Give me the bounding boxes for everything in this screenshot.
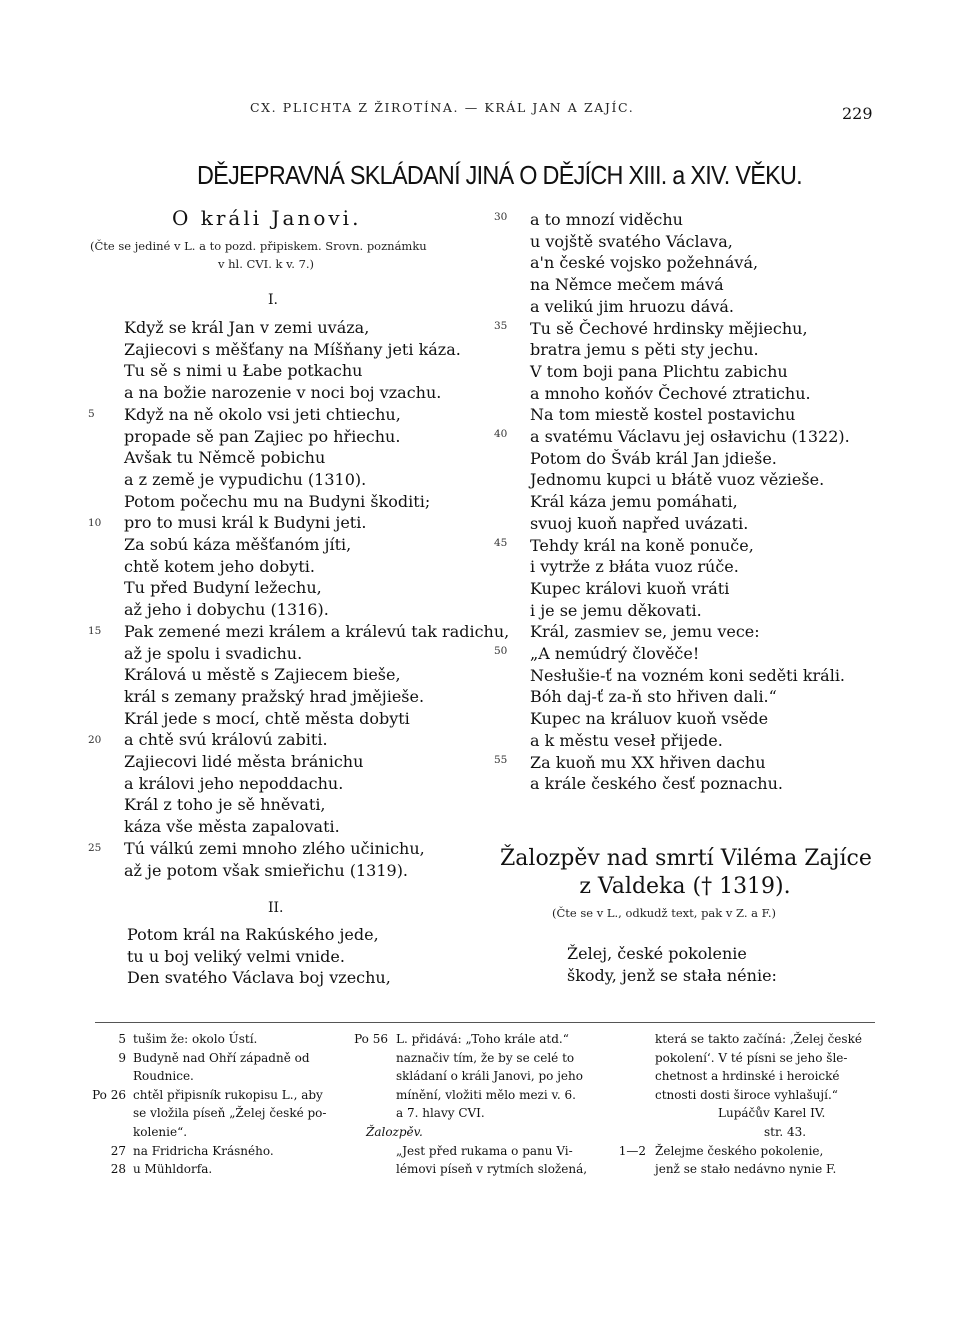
verse-line: a chtě svú královú zabiti.: [124, 730, 328, 750]
line-number: 50: [494, 645, 508, 657]
verse-line: Král káza jemu pomáhati,: [530, 492, 738, 512]
footnote-text: Lupáčův Karel IV.: [718, 1106, 826, 1121]
verse-line: Kupec královi kuoň vráti: [530, 578, 730, 598]
line-number: 40: [494, 428, 508, 440]
verse-line: a královi jeho nepoddachu.: [124, 773, 344, 793]
verse-line: Potom král na Rakúského jede,: [127, 925, 379, 944]
footnote-text: pokolení‘. V té písni se jeho šle-: [655, 1050, 848, 1065]
footnote-rule: [95, 1022, 875, 1023]
verse-line: až je potom však smieřichu (1319).: [124, 860, 409, 880]
verse-line: svuoj kuoň napřed uvázati.: [530, 513, 749, 533]
footnote-number: 27: [110, 1143, 126, 1158]
footnote-text: na Fridricha Krásného.: [133, 1143, 274, 1158]
verse-line: Králová u městě s Zajiecem bieše,: [124, 665, 401, 685]
verse-line: Za sobú káza měšťanóm jíti,: [124, 535, 352, 554]
footnote-text: lémovi píseň v rytmích složená,: [396, 1162, 588, 1177]
footnote-text: „Jest před rukama o panu Vi-: [396, 1143, 573, 1158]
verse-line: u vojště svatého Václava,: [530, 231, 733, 251]
footnote-text: ctnosti dosti široce vyhlašují.“: [655, 1087, 838, 1102]
verse-line: král s zemany pražský hrad jmějieše.: [124, 686, 425, 706]
verse-line: Za kuoň mu XX hřiven dachu: [530, 752, 766, 772]
verse-line: a'n české vojsko požehnává,: [530, 253, 759, 273]
verse-line: až jeho i dobychu (1316).: [124, 600, 329, 620]
verse-line: Na tom miestě kostel postavichu: [530, 405, 796, 425]
footnote-number: Po 56: [354, 1032, 388, 1046]
verse-line: Nesłušie-ť na vozném koni seděti králi.: [530, 665, 846, 685]
footnote-text: skládaní o králi Janovi, po jeho: [396, 1069, 583, 1084]
verse-line: Želej, české pokolenie: [567, 944, 747, 963]
line-number: 55: [494, 753, 508, 766]
verse-line: Bóh daj-ť za-ň sto hřiven dali.“: [530, 687, 777, 707]
footnote-text: a 7. hlavy CVI.: [396, 1106, 485, 1121]
verse-line: Jednomu kupci u błátě vuoz vězieše.: [530, 470, 825, 490]
footnote-text: chtěl připisník rukopisu L., aby: [133, 1087, 323, 1102]
footnote-text: mínění, vložiti mělo mezi v. 6.: [396, 1087, 576, 1102]
footnote-text: Žalozpěv.: [366, 1125, 423, 1139]
footnote-text: Roudnice.: [133, 1069, 194, 1084]
verse-line: Avšak tu Němcě pobichu: [124, 448, 326, 468]
footnote-text: str. 43.: [764, 1125, 807, 1139]
verse-line: Tu sě s nimi u Łabe potkachu: [124, 361, 363, 381]
verse-line: na Němce mečem mává: [530, 275, 724, 295]
verse-line: a krále českého česť poznachu.: [530, 774, 783, 794]
poem-title: O králi Janovi.: [172, 206, 362, 230]
verse-line: tu u boj veliký velmi vnide.: [127, 946, 345, 966]
verse-line: Zajiecovi lidé města bránichu: [124, 752, 364, 771]
line-number: 45: [494, 536, 508, 549]
footnote-number: 9: [118, 1050, 126, 1065]
footnote-text: kolenie“.: [133, 1125, 188, 1139]
verse-line: a z země je vypudichu (1310).: [124, 469, 367, 489]
verse-line: Král z toho je sě hněvati,: [124, 795, 326, 815]
verse-line: Tehdy král na koně ponuče,: [530, 535, 754, 555]
verse-line: chtě kotem jeho dobyti.: [124, 556, 315, 576]
verse-line: propade sě pan Zajiec po hřiechu.: [124, 426, 401, 446]
footnote-text: jenž se stało nedávno nynie F.: [655, 1162, 837, 1177]
verse-line: Den svatého Václava boj vzechu,: [127, 968, 391, 987]
verse-line: pro to musi král k Budyni jeti.: [124, 513, 367, 533]
verse-line: káza vše města zapalovati.: [124, 817, 340, 837]
lament-source-note: (Čte se v L., odkudž text, pak v Z. a F.): [552, 906, 777, 920]
verse-line: i vytrže z błáta vuoz rúče.: [530, 557, 739, 577]
verse-line: Pak zemené mezi králem a králevú tak radichu,: [124, 621, 510, 641]
verse-line: Tú válkú zemi mnoho zlého učinichu,: [124, 838, 425, 858]
verse-line: bratra jemu s pěti sty jechu.: [530, 340, 759, 360]
verse-line: V tom boji pana Plichtu zabichu: [530, 361, 788, 381]
section-number-one: I.: [268, 292, 278, 308]
footnote-number: 1—2: [618, 1143, 646, 1158]
verse-line: Tu před Budyní ležechu,: [124, 578, 322, 598]
verse-line: a k městu veseł přijede.: [530, 730, 723, 750]
footnote-text: která se takto začíná: ‚Želej české: [655, 1032, 862, 1046]
footnote-text: Budyně nad Ohří západně od: [133, 1050, 310, 1065]
footnote-text: tušim že: okolo Ústí.: [133, 1032, 258, 1046]
line-number: 5: [88, 408, 95, 420]
section-number-two: II.: [268, 900, 284, 916]
verse-line: Král, zasmiev se, jemu vece:: [530, 622, 760, 642]
verse-line: „A nemúdrý člověče!: [530, 644, 700, 663]
line-number: 10: [88, 516, 102, 529]
footnote-text: Želejme českého pokolenie,: [655, 1143, 824, 1158]
poem-source-note-cont: v hl. CVI. k v. 7.): [218, 257, 315, 271]
verse-line: a velikú jim hruozu dává.: [530, 296, 734, 316]
line-number: 25: [88, 842, 102, 854]
verse-line: a na božie narozenie v noci boj vzachu.: [124, 383, 442, 403]
footnote-number: Po 26: [92, 1087, 126, 1102]
verse-line: Král jede s mocí, chtě města dobyti: [124, 708, 410, 728]
verse-line: i je se jemu děkovati.: [530, 600, 702, 620]
footnote-text: chetnost a hrdinské i heroické: [655, 1069, 840, 1084]
footnote-text: u Mühldorfa.: [133, 1162, 213, 1177]
line-number: 30: [494, 211, 508, 223]
verse-line: a svatému Václavu jej osłavichu (1322).: [530, 427, 850, 446]
verse-line: Zajiecovi s měšťany na Míšňany jeti káza.: [124, 339, 461, 359]
line-number: 20: [88, 733, 102, 746]
main-title: DĚJEPRAVNÁ SKLÁDANÍ JINÁ O DĚJÍCH XIII. a XIV. VĚKU.: [197, 160, 802, 190]
verse-line: a to mnozí viděchu: [530, 210, 683, 229]
verse-line: Kupec na králuov kuoň vsěde: [530, 709, 769, 729]
footnote-text: se vložila píseň „Želej české po-: [133, 1106, 327, 1121]
verse-line: Když na ně okolo vsi jeti chtiechu,: [124, 404, 401, 424]
verse-line: škody, jenž se stała nénie:: [567, 965, 777, 985]
page-number: 229: [842, 104, 873, 123]
verse-line: Tu sě Čechové hrdinsky mějiechu,: [530, 318, 808, 338]
verse-line: Potom počechu mu na Budyni škoditi;: [124, 491, 431, 511]
verse-line: až je spolu i svadichu.: [124, 643, 303, 663]
verse-line: a mnoho koňóv Čechové ztratichu.: [530, 383, 811, 403]
verse-line: Potom do Šváb král Jan jdieše.: [530, 448, 777, 468]
poem-source-note: (Čte se jediné v L. a to pozd. připiskem. Srovn. poznámku: [90, 239, 427, 253]
footnote-text: naznačiv tím, že by se celé to: [396, 1050, 575, 1065]
line-number: 15: [88, 625, 102, 637]
lament-title: Žalozpěv nad smrtí Viléma Zajíce: [500, 846, 872, 871]
verse-line: Když se král Jan v zemi uváza,: [124, 318, 370, 337]
footnote-text: L. přidává: „Toho krále atd.“: [396, 1032, 569, 1046]
line-number: 35: [494, 319, 508, 332]
running-head: CX. PLICHTA Z ŽIROTÍNA. — KRÁL JAN A ZAJÍC.: [250, 100, 635, 115]
lament-title-cont: z Valdeka († 1319).: [579, 874, 791, 899]
footnote-number: 28: [110, 1162, 126, 1177]
footnote-number: 5: [118, 1032, 126, 1046]
